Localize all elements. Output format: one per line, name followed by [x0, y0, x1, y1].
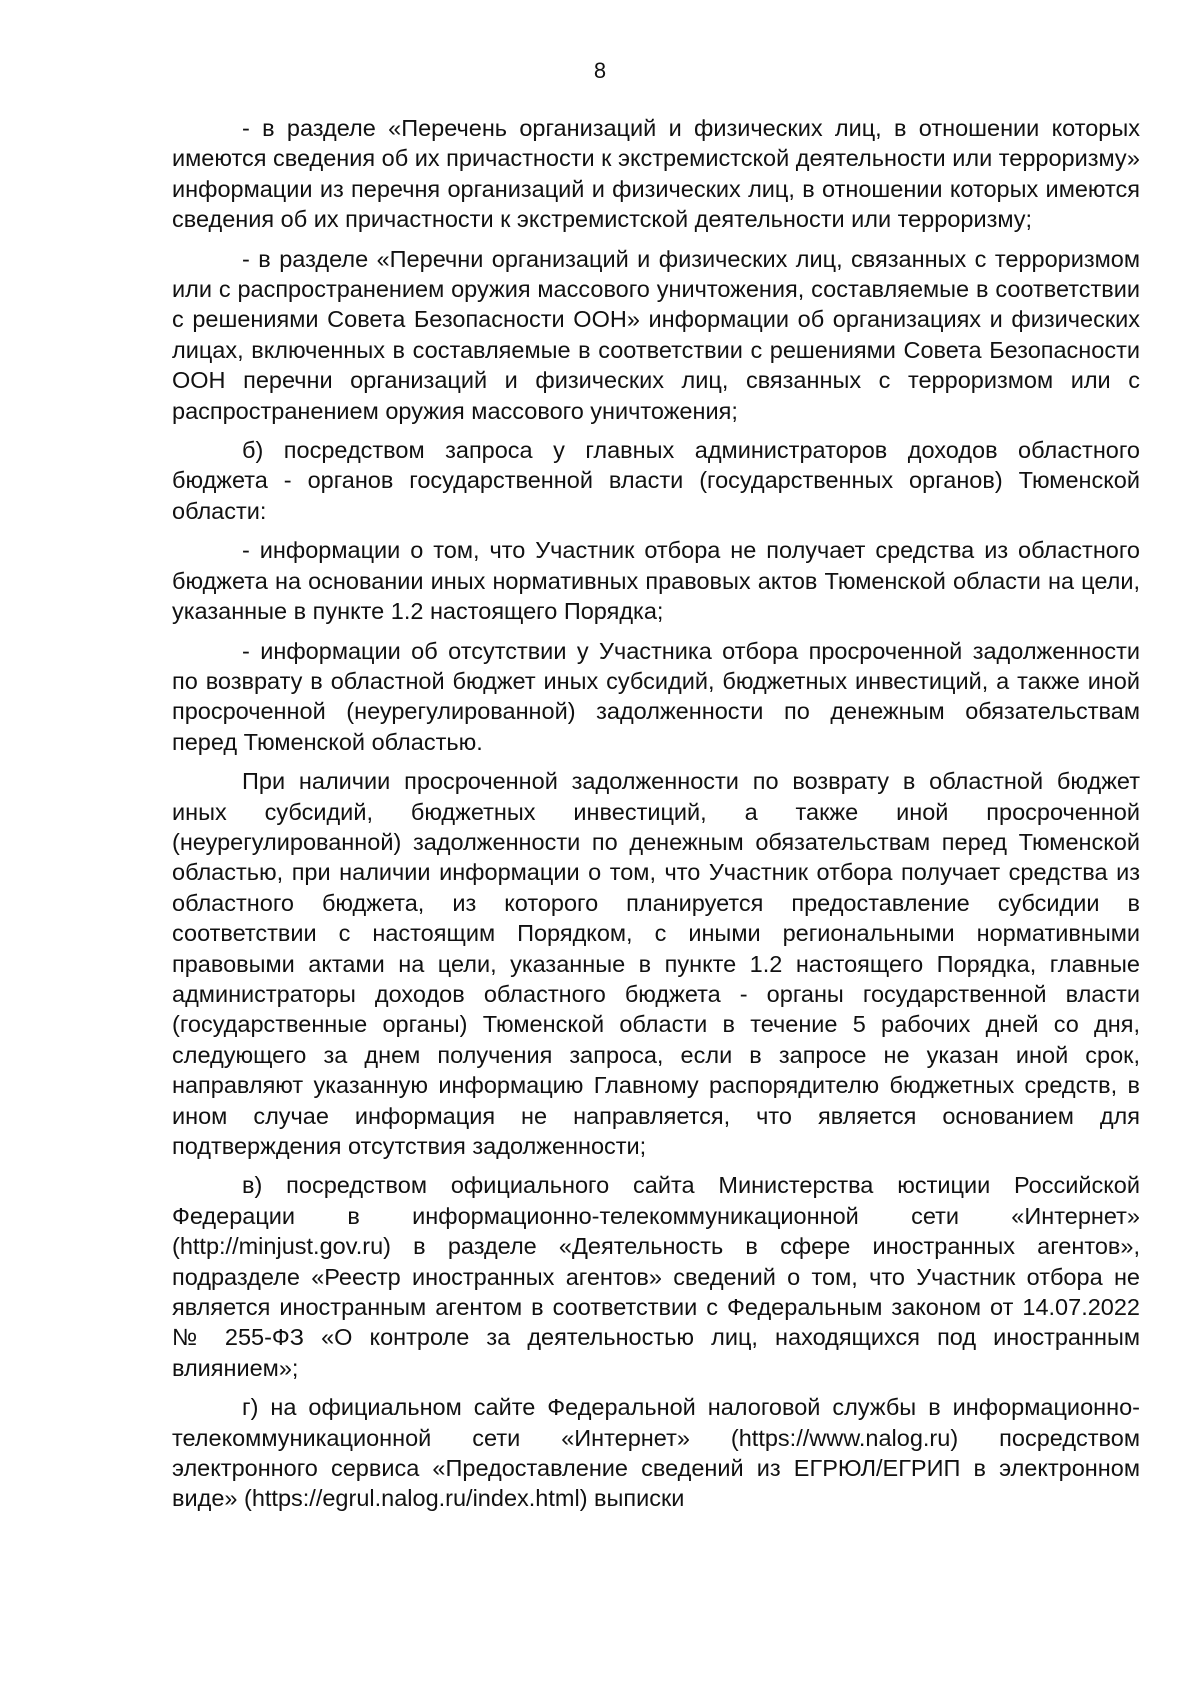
paragraph-no-budget-funds: - информации о том, что Участник отбора не получает средства из областного бюджета на основании иных нормативных правовых актов Тюменской области на цели, указанные в пункте 1.2 настоящего Порядка;: [172, 537, 1140, 625]
document-body: [172, 113, 1140, 1523]
paragraph-un-security-council-lists: - в разделе «Перечни организаций и физических лиц, связанных с терроризмом или с распространением оружия массового уничтожения, составляемые в соответствии с решениями Совета Безопасности ООН» информации об организациях и физических лицах, включенных в составляемые в соответствии с решениями Совета Безопасности ООН перечни организаций и физических лиц, связанных с терроризмом или с распространением оружия массового уничтожения;: [172, 245, 1140, 424]
paragraph-overdue-debt-procedure: При наличии просроченной задолженности по возврату в областной бюджет иных субсидий, бюджетных инвестиций, а также иной просроченной (неурегулированной) задолженности по денежным обязательствам перед Тюменской областью, при наличии информации о том, что Участник отбора получает средства из областного бюджета, из которого планируется предоставление субсидии в соответствии с настоящим Порядком, с иными региональными нормативными правовыми актами на цели, указанные в пункте 1.2 настоящего Порядка, главные администраторы доходов областного бюджета - органы государственной власти (государственные органы) Тюменской области в течение 5 рабочих дней со дня, следующего за днем получения запроса, если в запросе не указан иной срок, направляют указанную информацию Главному распорядителю бюджетных средств, в ином случае информация не направляется, что является основанием для подтверждения отсутствия задолженности;: [172, 768, 1140, 1159]
paragraph-item-g-nalog: г) на официальном сайте Федеральной налоговой службы в информационно-телекоммуникационной сети «Интернет» (https://www.nalog.ru) посредством электронного сервиса «Предоставление сведений из ЕГРЮЛ/ЕГРИП в электронном виде» (https://egrul.nalog.ru/index.html) выписки: [172, 1394, 1140, 1512]
paragraph-extremism-list: - в разделе «Перечень организаций и физических лиц, в отношении которых имеются сведения об их причастности к экстремистской деятельности или терроризму» информации из перечня организаций и физических лиц, в отношении которых имеются сведения об их причастности к экстремистской деятельности или терроризму;: [172, 115, 1140, 233]
page-number: 8: [593, 58, 607, 83]
paragraph-no-overdue-debt: - информации об отсутствии у Участника отбора просроченной задолженности по возврату в областной бюджет иных субсидий, бюджетных инвестиций, а также иной просроченной (неурегулированной) задолженности по денежным обязательствам перед Тюменской областью.: [172, 637, 1140, 755]
paragraph-item-b-request: б) посредством запроса у главных администраторов доходов областного бюджета - органов государственной власти (государственных органов) Тюменской области:: [172, 437, 1140, 524]
paragraph-item-v-minjust: в) посредством официального сайта Министерства юстиции Российской Федерации в информационно-телекоммуникационной сети «Интернет» (http://minjust.gov.ru) в разделе «Деятельность в сфере иностранных агентов», подразделе «Реестр иностранных агентов» сведений о том, что Участник отбора не является иностранным агентом в соответствии с Федеральным законом от 14.07.2022 № 255-ФЗ «О контроле за деятельностью лиц, находящихся под иностранным влиянием»;: [172, 1172, 1140, 1381]
